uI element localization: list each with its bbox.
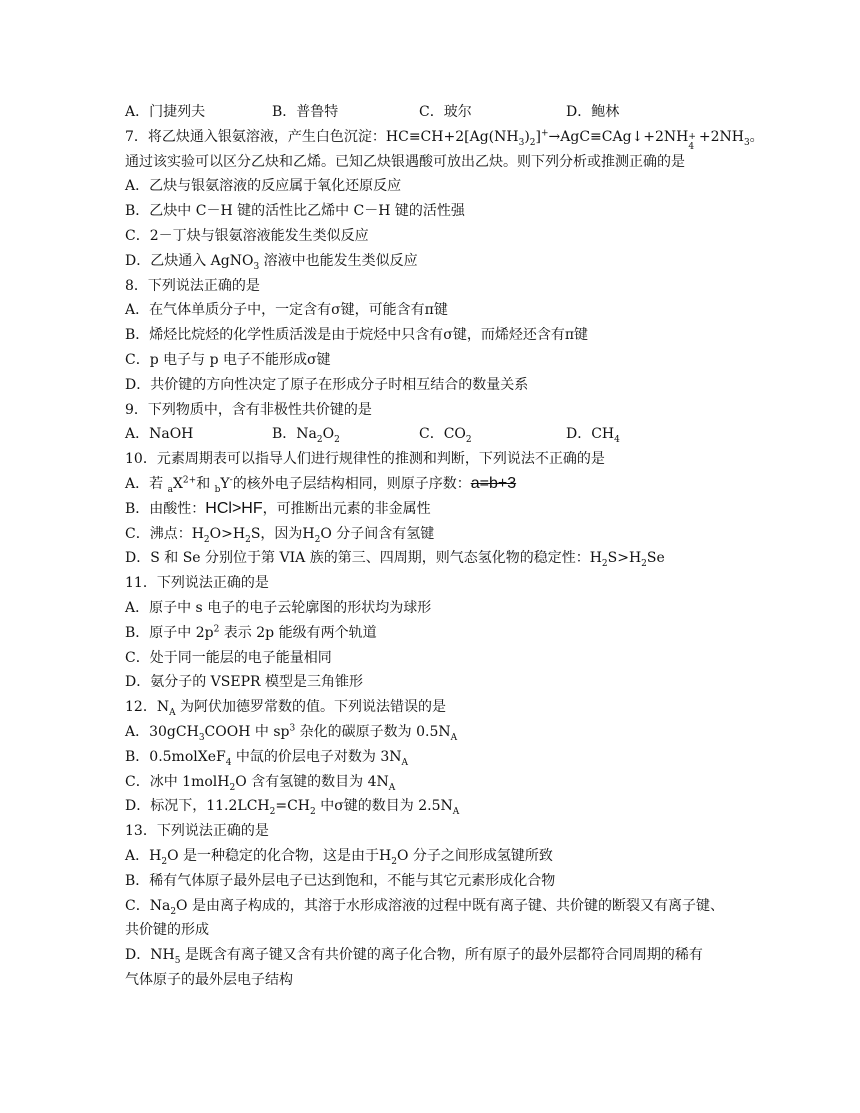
q13-option-c: C．$Na_2O$ 是由离子构成的，其溶于水形成溶液的过程中既有离子键、共价键的断裂又有离子键、: [125, 897, 724, 917]
q9-option-c: C．$CO_2$: [419, 426, 472, 446]
q6-option-b: B．普鲁特: [272, 104, 339, 120]
q11-option-b: B．原子中 $2p^2$ 表示 2p 能级有两个轨道: [125, 624, 377, 641]
q13-option-d-cont: 气体原子的最外层电子结构: [125, 971, 293, 988]
q8-stem: 8．下列说法正确的是: [125, 277, 260, 294]
q8-option-b: B．烯烃比烷烃的化学性质活泼是由于烷烃中只含有σ键，而烯烃还含有π键: [125, 327, 589, 344]
q9-options: [125, 422, 765, 447]
q7-stem-line1: 7．将乙炔通入银氨溶液，产生白色沉淀：$HC\equiv CH+2[Ag(NH_3)_2]^+\to AgC\equiv CAg↓+2NH$ + 4 $+2NH_3$。: [125, 128, 764, 152]
q10-option-a: A．若 $_aX^{2+}$和 $_b$Y-的核外电子层结构相同，则原子序数：a=b+3: [125, 474, 517, 495]
q7-stem-line2: 通过该实验可以区分乙炔和乙烯。已知乙炔银遇酸可放出乙炔。则下列分析或推测正确的是: [125, 153, 685, 170]
q13-option-b: B．稀有气体原子最外层电子已达到饱和，不能与其它元素形成化合物: [125, 872, 556, 889]
q13-option-c-cont: 共价键的形成: [125, 922, 209, 939]
q11-stem: 11．下列说法正确的是: [125, 575, 269, 592]
q6-option-c: C．玻尔: [419, 104, 472, 120]
question-list: [125, 100, 765, 993]
q6-option-d: D．鲍林: [566, 104, 620, 120]
q6-option-a: A．门捷列夫: [125, 104, 206, 120]
q6-options: [125, 100, 765, 125]
q11-option-a: A．原子中 s 电子的电子云轮廓图的形状均为球形: [125, 599, 432, 616]
q9-stem: 9．下列物质中，含有非极性共价键的是: [125, 401, 372, 418]
q11-option-d: D．氨分子的 VSEPR 模型是三角锥形: [125, 674, 364, 691]
q9-option-b: B．$Na_2O_2$: [272, 426, 340, 446]
q9-option-d: D．$CH_4$: [566, 426, 620, 446]
q12-stem: 12．$N_A$ 为阿伏加德罗常数的值。下列说法错误的是: [125, 699, 447, 718]
q7-option-a: A．乙炔与银氨溶液的反应属于氧化还原反应: [125, 178, 402, 195]
q7-option-b: B．乙炔中 C－H 键的活性比乙烯中 C－H 键的活性强: [125, 203, 465, 220]
q7-option-d: D．乙炔通入 AgNO$_3$ 溶液中也能发生类似反应: [125, 252, 418, 272]
q12-option-c: C．冰中 1molH$_2$O 含有氢键的数目为 $4N_A$: [125, 773, 396, 793]
q13-stem: 13．下列说法正确的是: [125, 823, 269, 840]
q10-a-expression: a=b+3: [470, 474, 517, 492]
q7-option-c: C．2－丁炔与银氨溶液能发生类似反应: [125, 227, 369, 244]
q9-option-a: A．NaOH: [125, 426, 194, 443]
q13-option-a: A．$H_2O$ 是一种稳定的化合物，这是由于$H_2O$ 分子之间形成氢键所致: [125, 847, 553, 867]
q10-option-d: D．S 和 Se 分别位于第 VIA 族的第三、四周期，则气态氢化物的稳定性：$H_2S>H_2Se$: [125, 550, 665, 570]
q10-option-c: C．沸点：$H_2O>H_2S$，因为$H_2O$ 分子间含有氢键: [125, 525, 435, 545]
q12-option-d: D．标况下，$11.2LCH_2=CH_2$ 中σ键的数目为 $2.5N_A$: [125, 798, 460, 818]
q12-option-a: A．30gCH$_3$COOH 中 $sp^3$ 杂化的碳原子数为 $0.5N_A$: [125, 723, 458, 743]
q8-option-d: D．共价键的方向性决定了原子在形成分子时相互结合的数量关系: [125, 376, 529, 393]
q8-option-c: C．p 电子与 p 电子不能形成σ键: [125, 351, 331, 368]
q10-stem: 10．元素周期表可以指导人们进行规律性的推测和判断，下列说法不正确的是: [125, 451, 605, 468]
q8-option-a: A．在气体单质分子中，一定含有σ键，可能含有π键: [125, 302, 448, 319]
q12-option-b: B．0.5molXeF$_4$ 中氙的价层电子对数为 $3N_A$: [125, 748, 408, 768]
q11-option-c: C．处于同一能层的电子能量相同: [125, 649, 332, 666]
q10-b-expression: HCl>HF: [205, 499, 263, 517]
q10-option-b: B．由酸性：HCl>HF，可推断出元素的非金属性: [125, 499, 431, 517]
q13-option-d: D．$NH_5$ 是既含有离子键又含有共价键的离子化合物，所有原子的最外层都符合同周期的稀有: [125, 947, 703, 966]
